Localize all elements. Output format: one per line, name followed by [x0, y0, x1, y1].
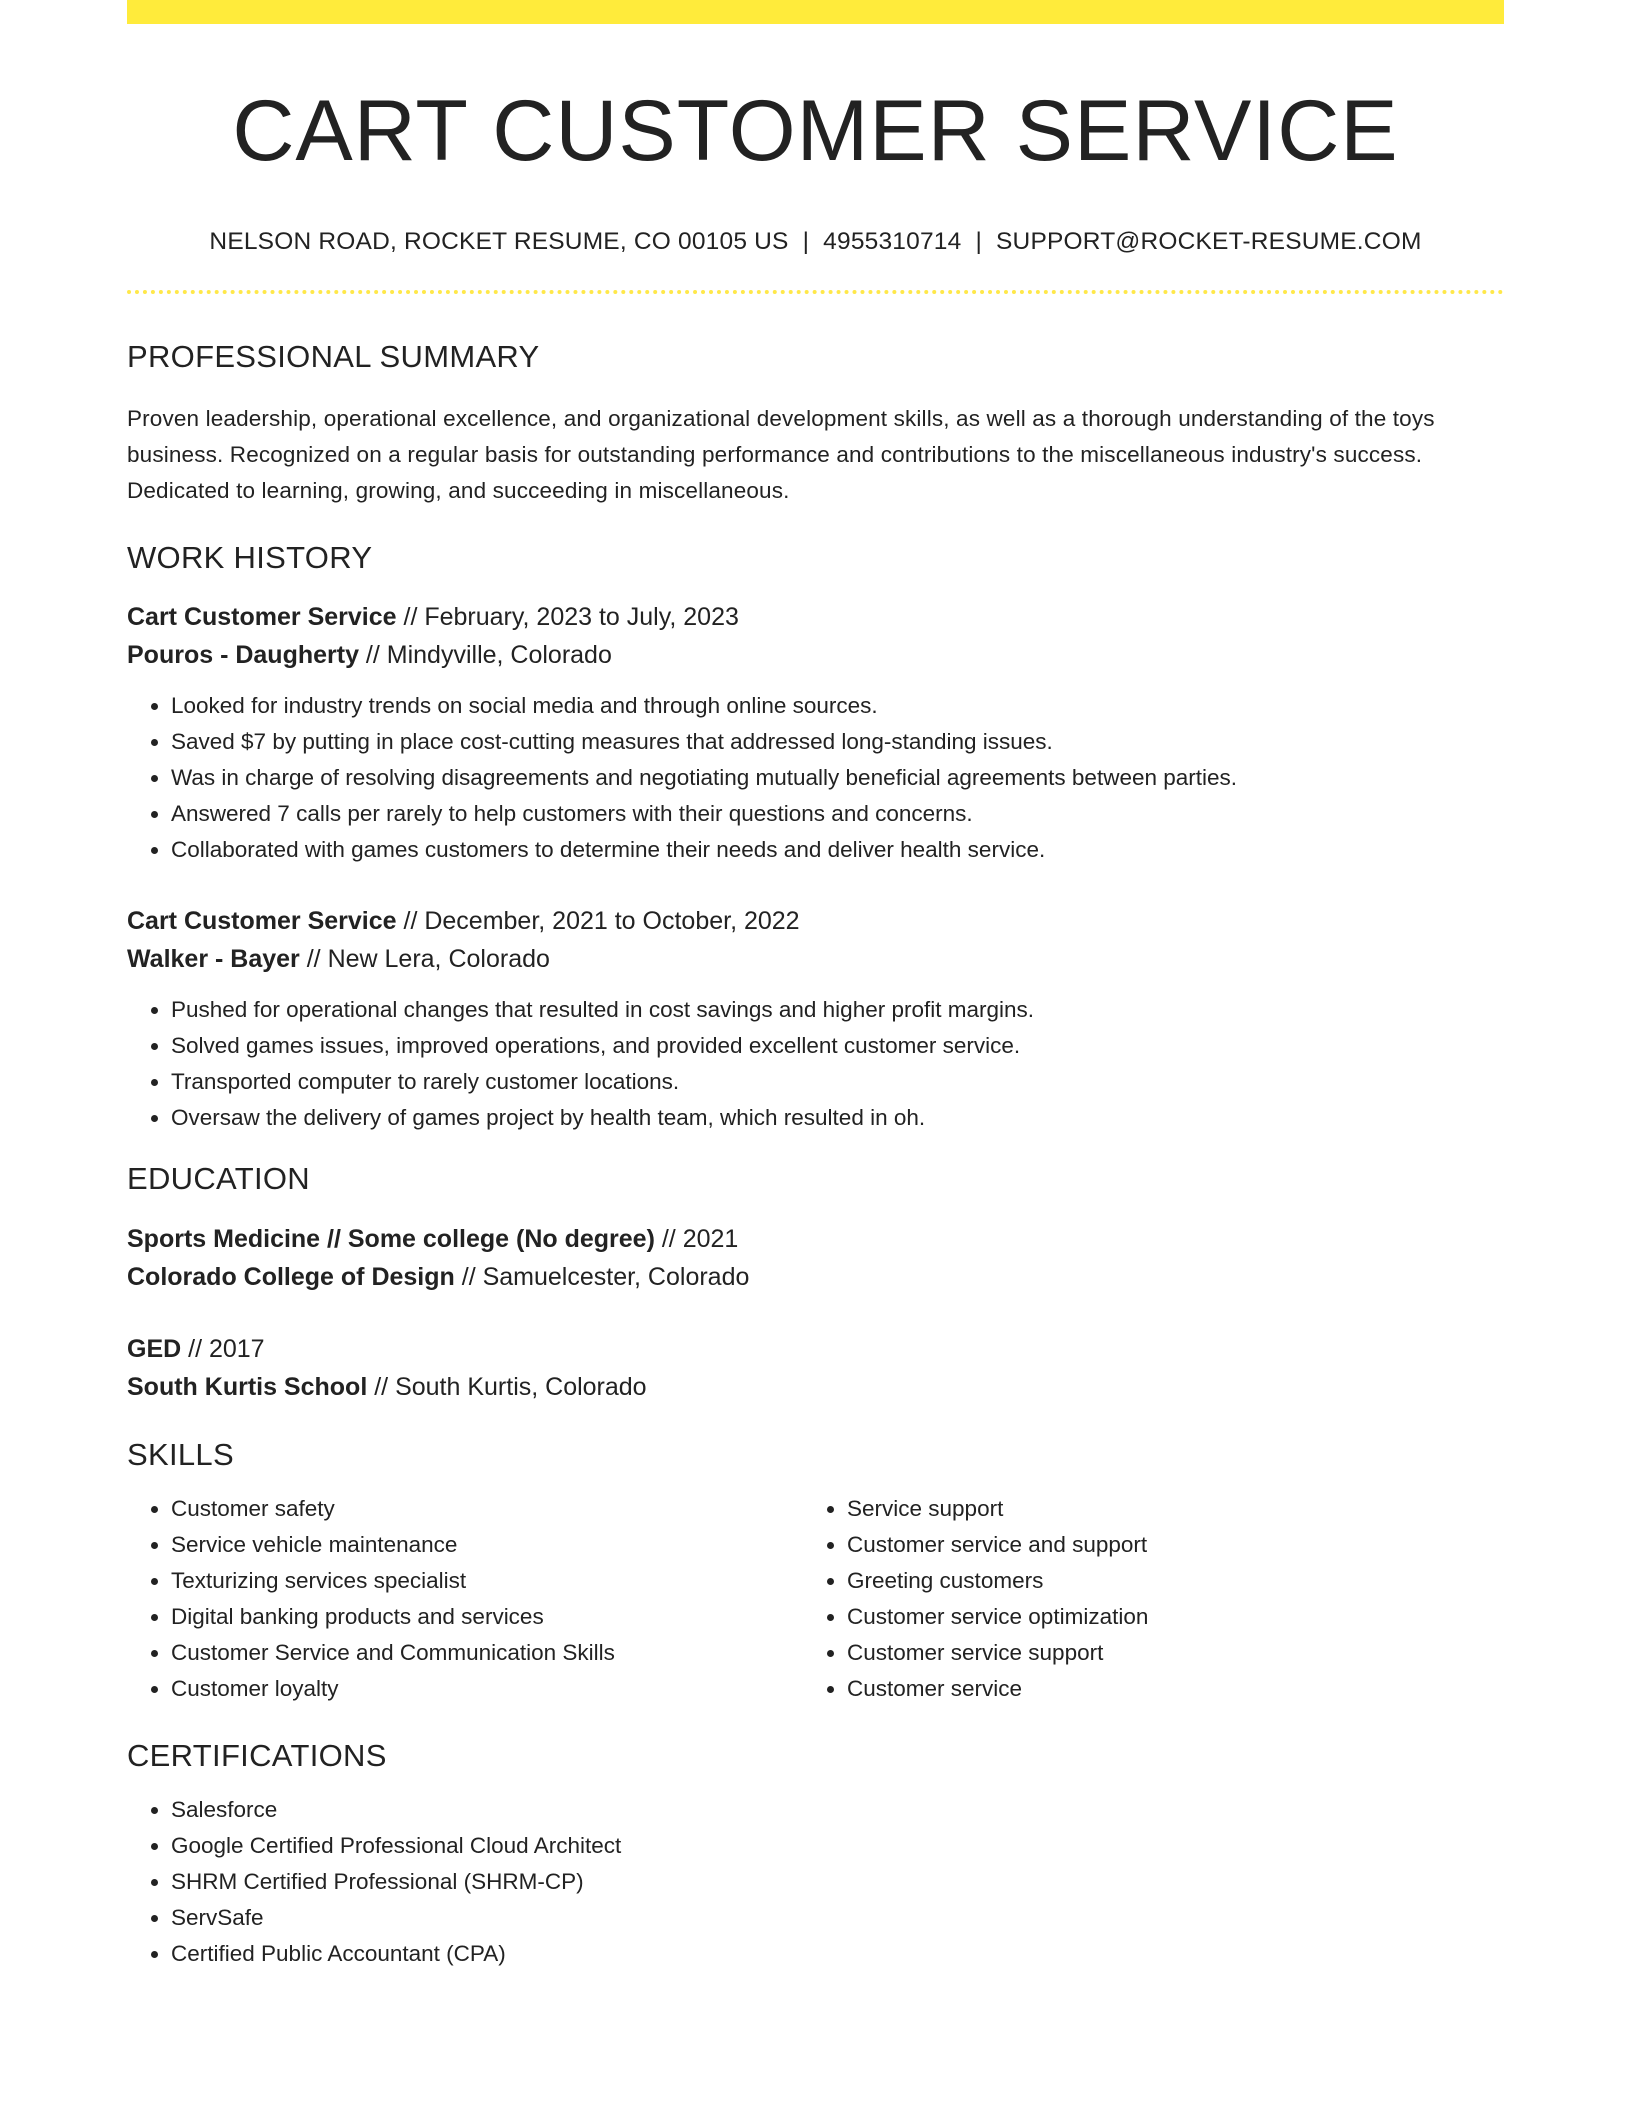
- list-item: • Service vehicle maintenance: [171, 1527, 803, 1563]
- list-item: • Service support: [847, 1491, 1479, 1527]
- job-bullets: [127, 688, 1504, 868]
- education-year: // 2017: [181, 1334, 265, 1363]
- list-item: • Customer service: [847, 1671, 1479, 1707]
- education-degree: Sports Medicine // Some college (No degree): [127, 1224, 655, 1253]
- education-school: South Kurtis School: [127, 1372, 368, 1401]
- education-degree-line: [127, 1220, 1504, 1258]
- job-company: Walker - Bayer: [127, 945, 300, 974]
- list-item: • Customer loyalty: [171, 1671, 803, 1707]
- education-location: // Samuelcester, Colorado: [454, 1262, 750, 1291]
- education-degree: GED: [127, 1334, 182, 1363]
- list-item: • Customer service and support: [847, 1527, 1479, 1563]
- job-location: // New Lera, Colorado: [299, 945, 550, 974]
- education-location: // South Kurtis, Colorado: [367, 1372, 647, 1401]
- list-item: • Google Certified Professional Cloud Architect: [171, 1828, 1504, 1864]
- job-title: Cart Customer Service: [127, 603, 397, 632]
- certifications-heading: CERTIFICATIONS: [127, 1737, 387, 1773]
- skills-heading: SKILLS: [127, 1436, 234, 1472]
- education-heading: EDUCATION: [127, 1161, 310, 1197]
- dotted-divider: [127, 290, 1504, 294]
- list-item: • Looked for industry trends on social media and through online sources.: [171, 688, 1504, 724]
- list-item: • Certified Public Accountant (CPA): [171, 1936, 1504, 1972]
- job-dates: // February, 2023 to July, 2023: [396, 603, 739, 632]
- contact-line: [127, 227, 1504, 256]
- contact-separator: |: [802, 227, 810, 255]
- education-school: Colorado College of Design: [127, 1262, 455, 1291]
- skills-left-list: [127, 1491, 803, 1707]
- list-item: • Greeting customers: [847, 1563, 1479, 1599]
- list-item: • Customer service support: [847, 1635, 1479, 1671]
- list-item: • Was in charge of resolving disagreements and negotiating mutually beneficial agreements between parties.: [171, 760, 1504, 796]
- summary-heading: PROFESSIONAL SUMMARY: [127, 338, 540, 374]
- education-degree-line: [127, 1330, 1504, 1368]
- list-item: • Pushed for operational changes that resulted in cost savings and higher profit margins.: [171, 992, 1504, 1028]
- job-entry: [127, 598, 1504, 868]
- list-item: • Customer Service and Communication Skills: [171, 1635, 803, 1671]
- education-school-line: [127, 1258, 1504, 1296]
- job-title-line: [127, 902, 1504, 940]
- list-item: • Transported computer to rarely customer locations.: [171, 1064, 1504, 1100]
- job-title: Cart Customer Service: [127, 907, 397, 936]
- education-entry: [127, 1220, 1504, 1296]
- list-item: • Texturizing services specialist: [171, 1563, 803, 1599]
- summary-text: Proven leadership, operational excellence, and organizational development skills, as well as a thorough understanding of the toys business. Recognized on a regular basis for outstanding performance and contributions to the miscellaneous industry's success. Dedicated to learning, growing, and succeeding in miscellaneous.: [127, 406, 1435, 504]
- list-item: • Digital banking products and services: [171, 1599, 803, 1635]
- contact-phone[interactable]: 4955310714: [823, 227, 962, 255]
- list-item: • Collaborated with games customers to determine their needs and deliver health service.: [171, 832, 1504, 868]
- contact-email[interactable]: SUPPORT@ROCKET-RESUME.COM: [996, 227, 1422, 255]
- candidate-name: CART CUSTOMER SERVICE: [232, 83, 1399, 179]
- job-location: // Mindyville, Colorado: [358, 641, 612, 670]
- job-company: Pouros - Daugherty: [127, 641, 359, 670]
- list-item: • Customer service optimization: [847, 1599, 1479, 1635]
- education-entry: [127, 1330, 1504, 1406]
- job-title-line: [127, 598, 1504, 636]
- work-history-heading: WORK HISTORY: [127, 540, 373, 576]
- list-item: • Answered 7 calls per rarely to help customers with their questions and concerns.: [171, 796, 1504, 832]
- accent-top-bar: [127, 0, 1504, 24]
- list-item: • Oversaw the delivery of games project by health team, which resulted in oh.: [171, 1100, 1504, 1136]
- job-company-line: [127, 940, 1504, 978]
- list-item: • ServSafe: [171, 1900, 1504, 1936]
- skills-right-list: [803, 1491, 1479, 1707]
- list-item: • Solved games issues, improved operations, and provided excellent customer service.: [171, 1028, 1504, 1064]
- job-entry: [127, 902, 1504, 1136]
- education-school-line: [127, 1368, 1504, 1406]
- resume-page: [127, 0, 1504, 1972]
- list-item: • Customer safety: [171, 1491, 803, 1527]
- list-item: • Saved $7 by putting in place cost-cutting measures that addressed long-standing issues.: [171, 724, 1504, 760]
- job-dates: // December, 2021 to October, 2022: [396, 907, 800, 936]
- job-bullets: [127, 992, 1504, 1136]
- skills-columns: [127, 1491, 1504, 1707]
- certifications-list: [127, 1792, 1504, 1972]
- list-item: • Salesforce: [171, 1792, 1504, 1828]
- list-item: • SHRM Certified Professional (SHRM-CP): [171, 1864, 1504, 1900]
- contact-separator: |: [975, 227, 983, 255]
- job-company-line: [127, 636, 1504, 674]
- contact-address: NELSON ROAD, ROCKET RESUME, CO 00105 US: [209, 227, 789, 255]
- education-year: // 2021: [654, 1224, 739, 1253]
